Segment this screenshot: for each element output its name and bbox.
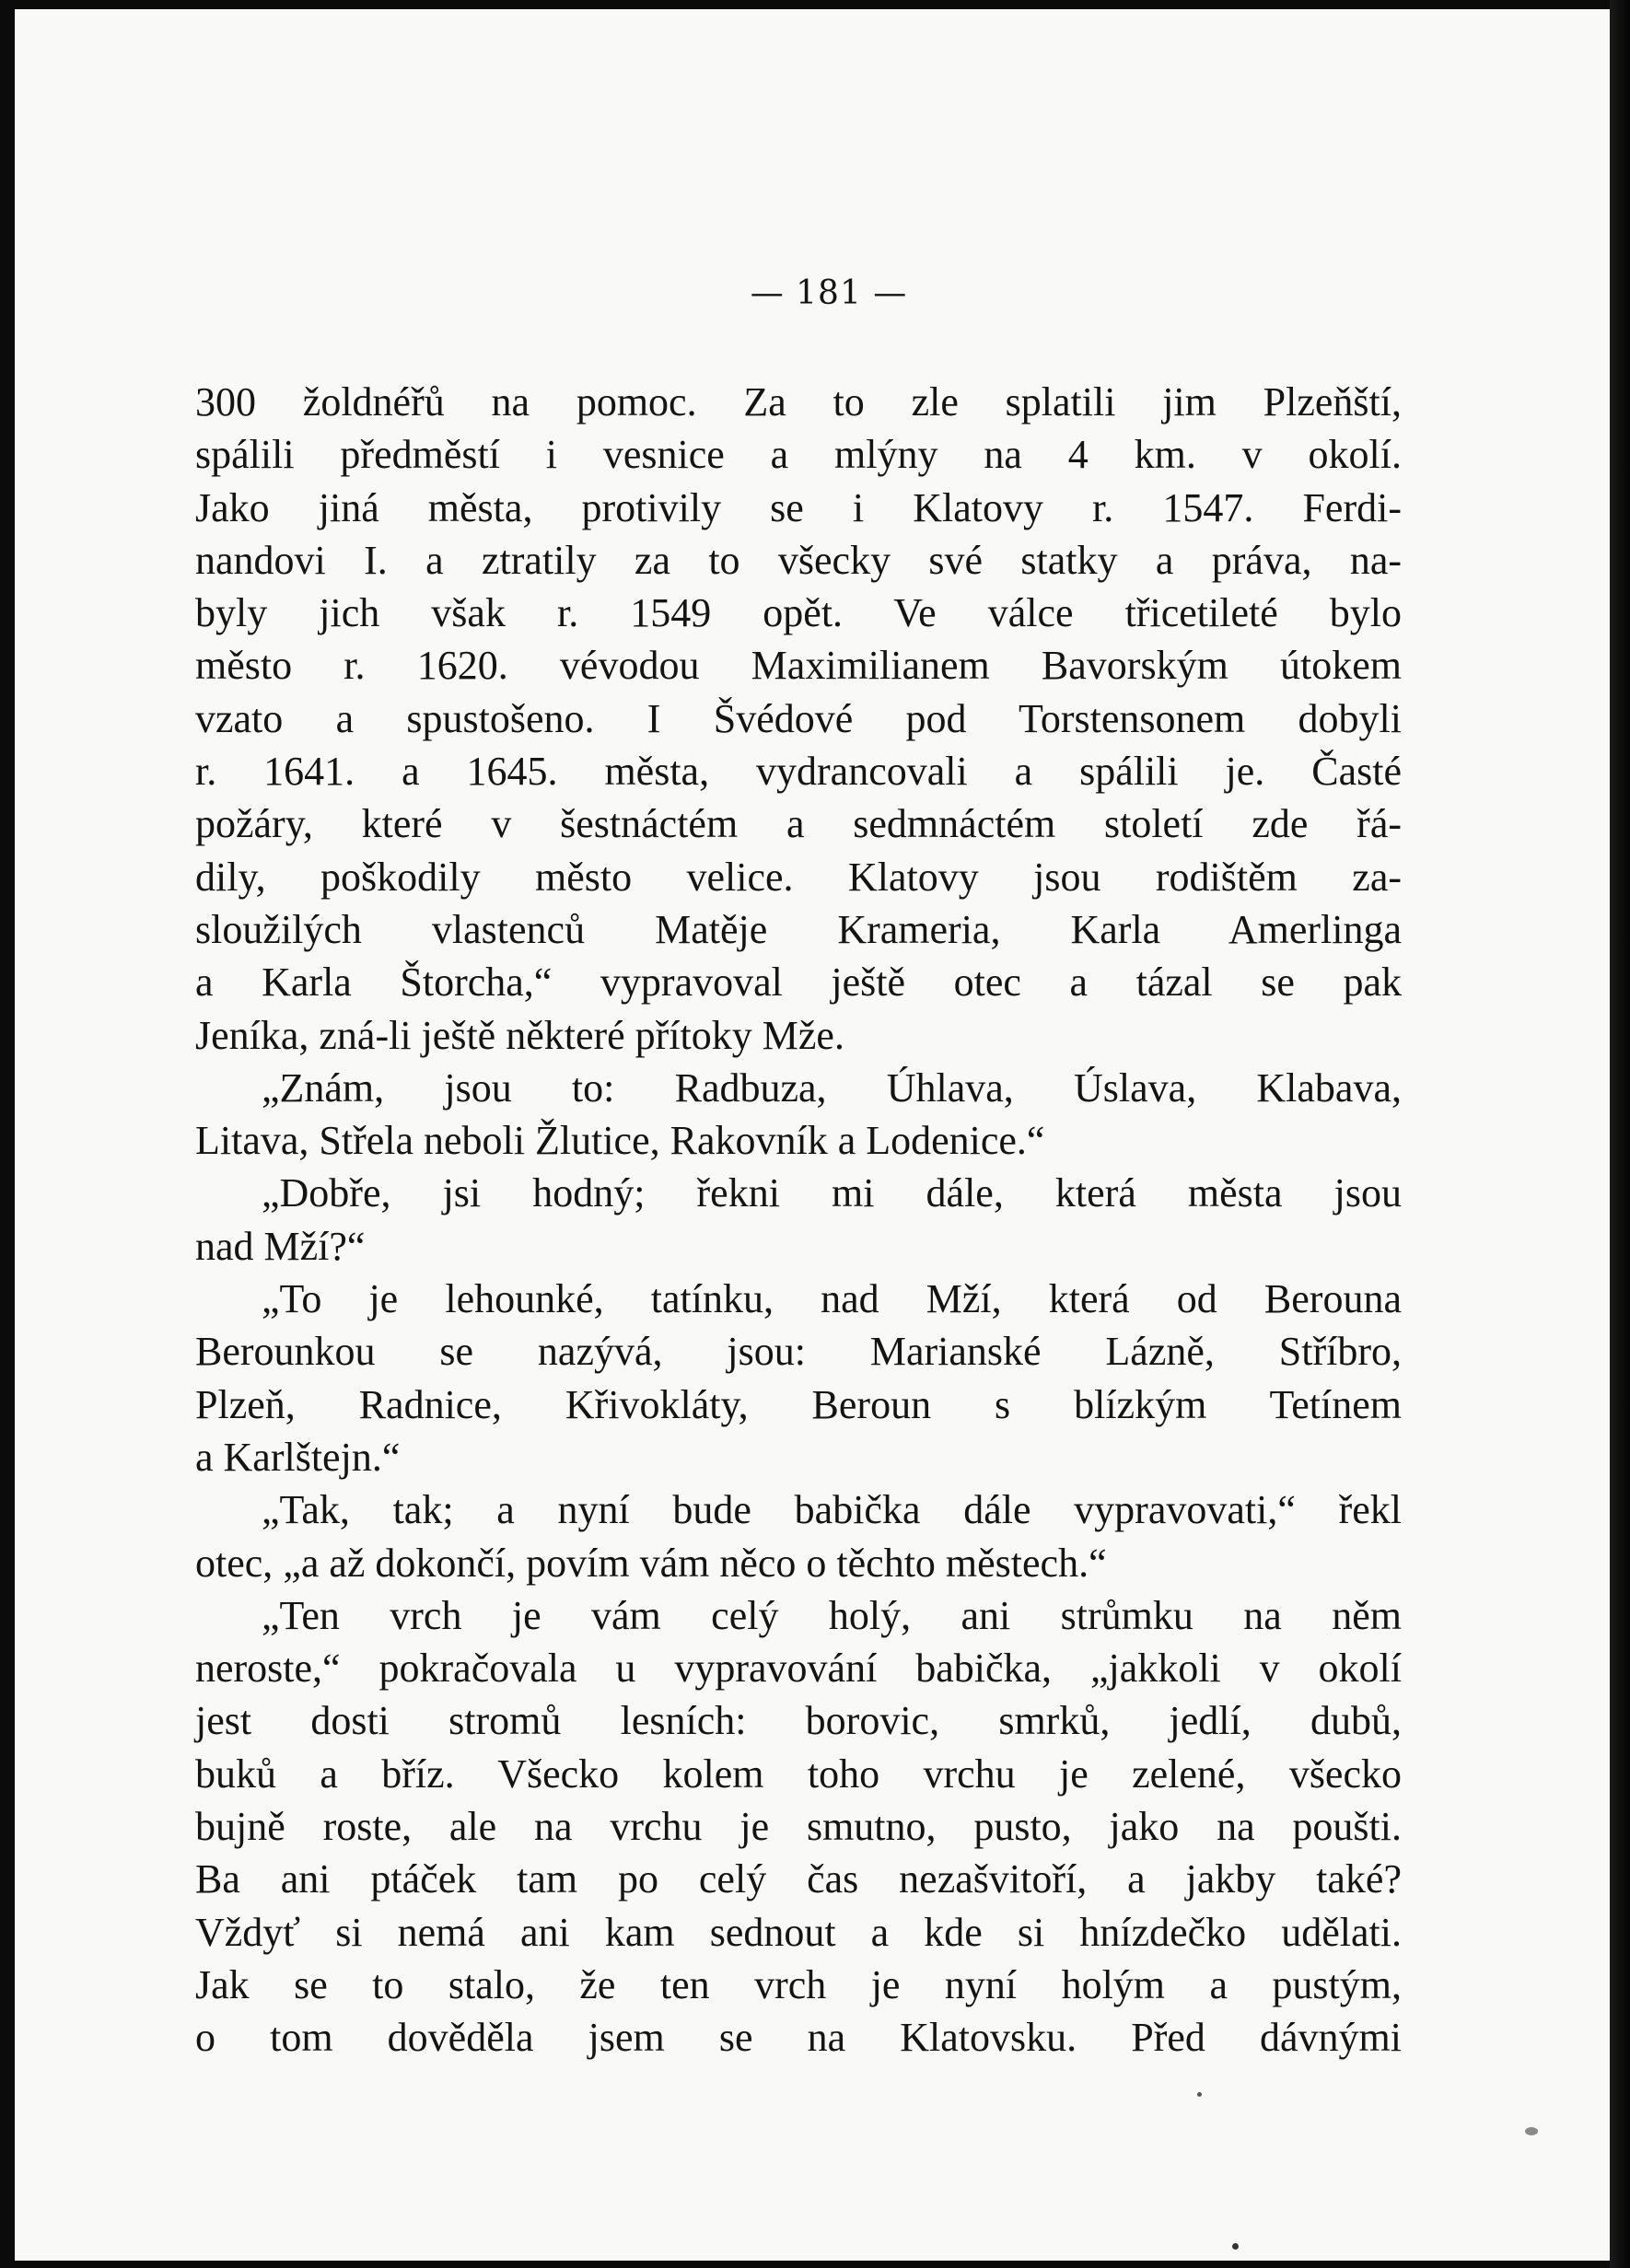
text-line: „To je lehounké, tatínku, nad Mží, která od Berouna — [262, 1276, 1402, 1322]
paper-speck — [1232, 2243, 1239, 2250]
body-text — [195, 376, 1402, 2064]
text-line: Plzeň, Radnice, Křivokláty, Beroun s blízkým Tetínem — [195, 1381, 1402, 1427]
paper-speck — [1525, 2127, 1538, 2135]
text-line: spálili předměstí i vesnice a mlýny na 4 km. v okolí. — [195, 432, 1402, 478]
text-line: Litava, Střela neboli Žlutice, Rakovník a Lodenice.“ — [195, 1118, 1045, 1164]
text-line: sloužilých vlastenců Matěje Krameria, Karla Amerlinga — [195, 906, 1402, 952]
text-line: otec, „a až dokončí, povím vám něco o těchto městech.“ — [195, 1540, 1107, 1586]
text-line: Ba ani ptáček tam po celý čas nezašvitoří, a jakby také? — [195, 1856, 1402, 1902]
page-number: — 181 — — [750, 274, 908, 312]
text-line: „Ten vrch je vám celý holý, ani strůmku na něm — [262, 1592, 1402, 1638]
text-line: nad Mží?“ — [195, 1223, 366, 1269]
text-line: jest dosti stromů lesních: borovic, smrků, jedlí, dubů, — [195, 1698, 1402, 1744]
text-line: buků a bříz. Všecko kolem toho vrchu je zelené, všecko — [195, 1750, 1402, 1797]
text-line: „Dobře, jsi hodný; řekni mi dále, která města jsou — [262, 1170, 1402, 1216]
text-line: vzato a spustošeno. I Švédové pod Torstensonem dobyli — [195, 695, 1402, 741]
text-line: Jeníka, zná-li ještě některé přítoky Mže. — [195, 1012, 844, 1058]
text-line: Jako jiná města, protivily se i Klatovy r. 1547. Ferdi- — [195, 484, 1402, 530]
text-line: bujně roste, ale na vrchu je smutno, pusto, jako na poušti. — [195, 1804, 1402, 1850]
text-line: r. 1641. a 1645. města, vydrancovali a spálili je. Časté — [195, 749, 1402, 795]
text-line: o tom dověděla jsem se na Klatovsku. Před dávnými — [195, 2015, 1402, 2061]
book-page — [15, 9, 1610, 2261]
text-line: požáry, které v šestnáctém a sedmnáctém století zde řá- — [195, 801, 1402, 847]
page-edge-shadow — [1610, 0, 1630, 2268]
text-line: Jak se to stalo, že ten vrch je nyní holým a pustým, — [195, 1961, 1402, 2007]
text-line: Berounkou se nazývá, jsou: Marianské Lázně, Stříbro, — [195, 1329, 1402, 1375]
paper-speck — [1197, 2092, 1202, 2097]
text-line: byly jich však r. 1549 opět. Ve válce třicetileté bylo — [195, 590, 1402, 636]
text-line: 300 žoldnéřů na pomoc. Za to zle splatili jim Plzeňští, — [195, 379, 1402, 425]
text-line: a Karlštejn.“ — [195, 1434, 401, 1480]
text-line: dily, poškodily město velice. Klatovy jsou rodištěm za- — [195, 854, 1402, 900]
text-line: město r. 1620. vévodou Maximilianem Bavorským útokem — [195, 643, 1402, 689]
text-line: neroste,“ pokračovala u vypravování babička, „jakkoli v okolí — [195, 1646, 1402, 1692]
text-line: „Znám, jsou to: Radbuza, Úhlava, Úslava, Klabava, — [262, 1064, 1402, 1111]
text-line: „Tak, tak; a nyní bude babička dále vypravovati,“ řekl — [262, 1487, 1402, 1533]
text-line: nandovi I. a ztratily za to všecky své statky a práva, na- — [195, 537, 1402, 583]
text-line: Vždyť si nemá ani kam sednout a kde si hnízdečko udělati. — [195, 1909, 1402, 1955]
text-line: a Karla Štorcha,“ vypravoval ještě otec a tázal se pak — [195, 960, 1402, 1006]
